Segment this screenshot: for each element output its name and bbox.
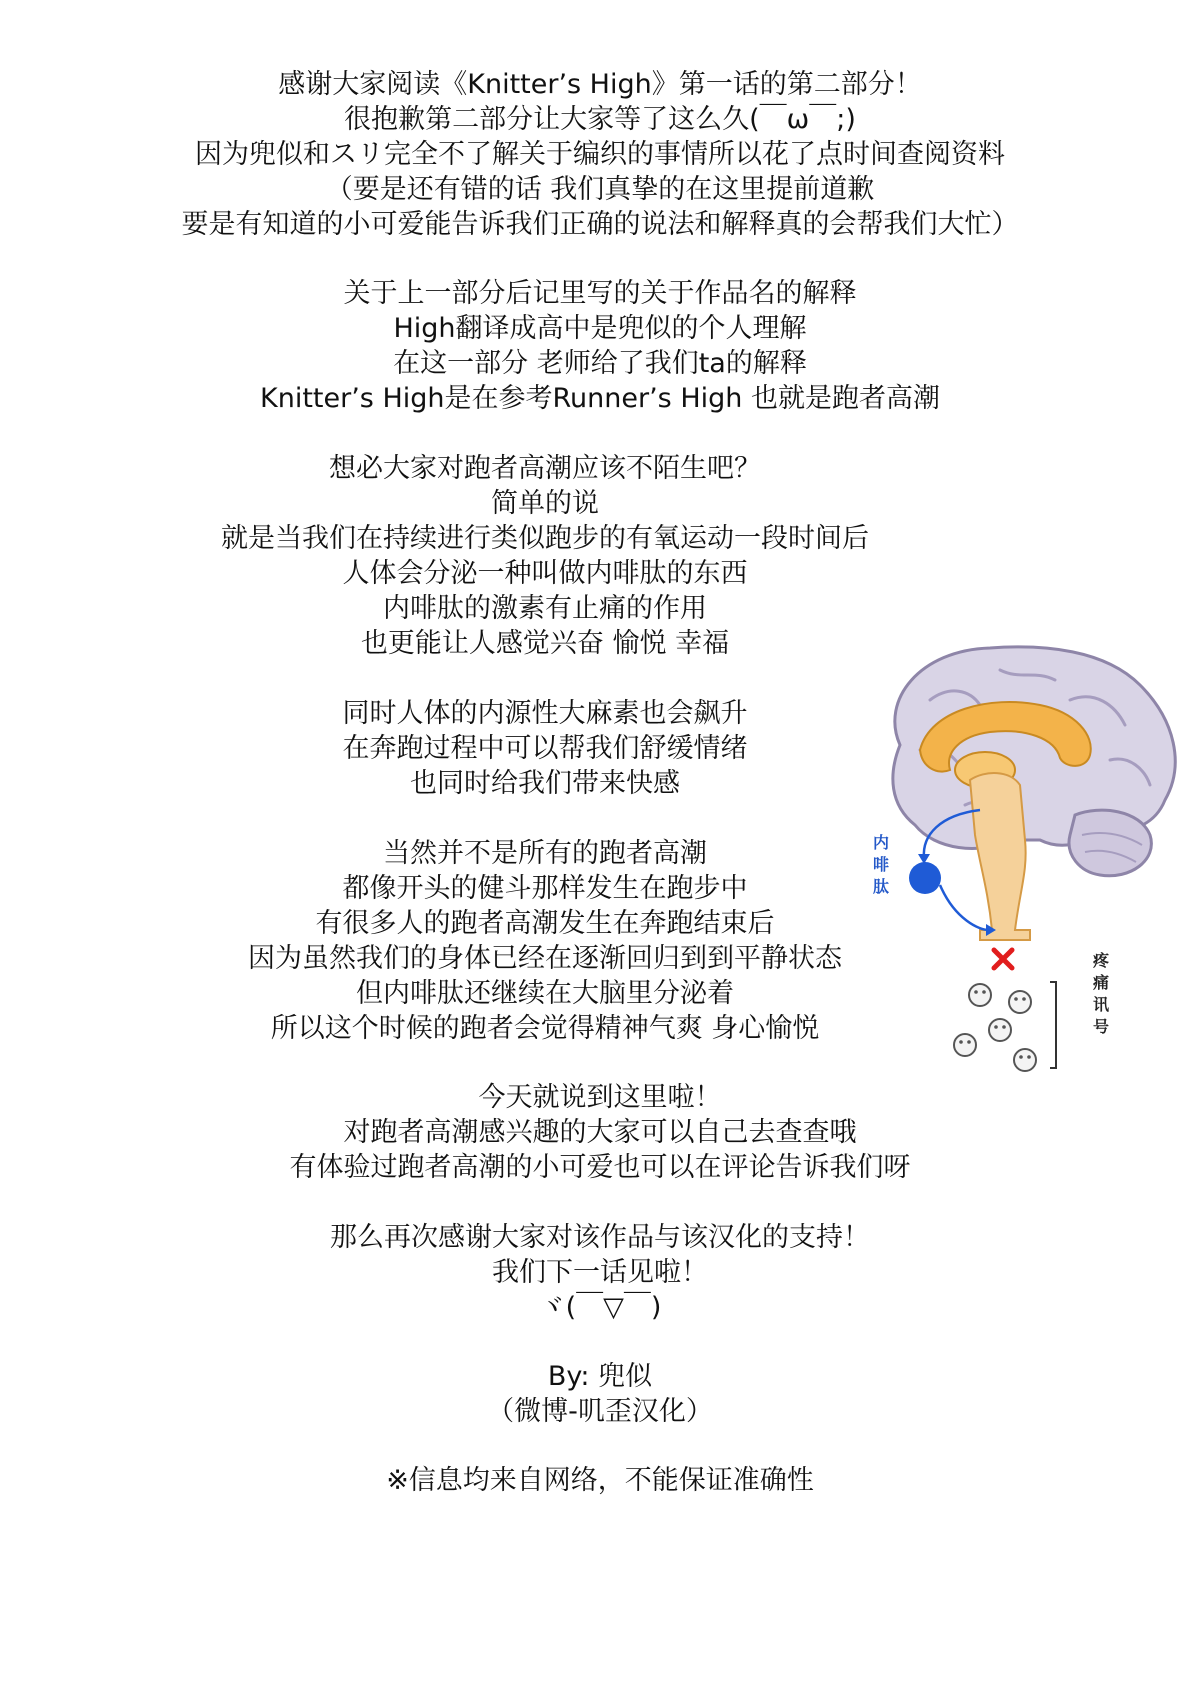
text-line: 也同时给我们带来快感 xyxy=(410,768,680,799)
pain-signal-label: 疼痛讯号 xyxy=(1093,951,1110,1036)
disclaimer: ※信息均来自网络，不能保证准确性 xyxy=(386,1465,814,1496)
text-line: High翻译成高中是兜似的个人理解 xyxy=(393,313,807,344)
text-line: Knitter’s High是在参考Runner’s High 也就是跑者高潮 xyxy=(260,383,940,414)
text-line: 我们下一话见啦！ xyxy=(492,1257,708,1288)
text-line: 人体会分泌一种叫做内啡肽的东西 xyxy=(342,558,748,589)
text-line: 但内啡肽还继续在大脑里分泌着 xyxy=(356,978,734,1009)
text-line: （要是还有错的话 我们真挚的在这里提前道歉 xyxy=(325,174,875,205)
group-credit: （微博-叽歪汉化） xyxy=(487,1396,713,1427)
text-line: 那么再次感谢大家对该作品与该汉化的支持！ xyxy=(330,1222,870,1253)
endorphin-dot xyxy=(909,862,941,894)
text-line: 因为虽然我们的身体已经在逐渐回归到到平静状态 xyxy=(248,943,842,974)
text-line: 对跑者高潮感兴趣的大家可以自己去查查哦 xyxy=(343,1117,857,1148)
text-line: 因为兜似和スリ完全不了解关于编织的事情所以花了点时间查阅资料 xyxy=(195,139,1005,170)
text-line: 当然并不是所有的跑者高潮 xyxy=(383,838,707,869)
text-line: 有很多人的跑者高潮发生在奔跑结束后 xyxy=(315,908,775,939)
text-line: 有体验过跑者高潮的小可爱也可以在评论告诉我们呀 xyxy=(289,1152,911,1183)
text-line: 同时人体的内源性大麻素也会飙升 xyxy=(342,698,748,729)
text-line: 在奔跑过程中可以帮我们舒缓情绪 xyxy=(342,733,748,764)
text-line: 内啡肽的激素有止痛的作用 xyxy=(383,593,707,624)
text-line: 今天就说到这里啦！ xyxy=(478,1082,722,1113)
text-line: 想必大家对跑者高潮应该不陌生吧？ xyxy=(329,453,761,484)
brain-endorphin-illustration xyxy=(860,640,1190,1080)
text-line: 感谢大家阅读《Knitter’s High》第一话的第二部分！ xyxy=(278,69,922,100)
byline: By: 兜似 xyxy=(547,1361,653,1392)
text-line: 所以这个时候的跑者会觉得精神气爽 身心愉悦 xyxy=(270,1013,820,1044)
endorphin-label: 内啡肽 xyxy=(873,833,890,896)
text-line: 也更能让人感觉兴奋 愉悦 幸福 xyxy=(360,628,730,659)
text-line: 简单的说 xyxy=(491,488,599,519)
text-line: 就是当我们在持续进行类似跑步的有氧运动一段时间后 xyxy=(221,523,869,554)
brain-stem xyxy=(970,773,1030,940)
text-line: 在这一部分 老师给了我们ta的解释 xyxy=(393,348,807,379)
text-line: 都像开头的健斗那样发生在跑步中 xyxy=(342,873,748,904)
block-x-mark xyxy=(994,950,1012,968)
text-line: 要是有知道的小可爱能告诉我们正确的说法和解释真的会帮我们大忙） xyxy=(181,209,1019,240)
text-line: 关于上一部分后记里写的关于作品名的解释 xyxy=(343,278,857,309)
emoticon-line: ヾ(￣▽￣) xyxy=(538,1292,662,1323)
text-line: 很抱歉第二部分让大家等了这么久(￣ω￣;) xyxy=(344,104,856,135)
